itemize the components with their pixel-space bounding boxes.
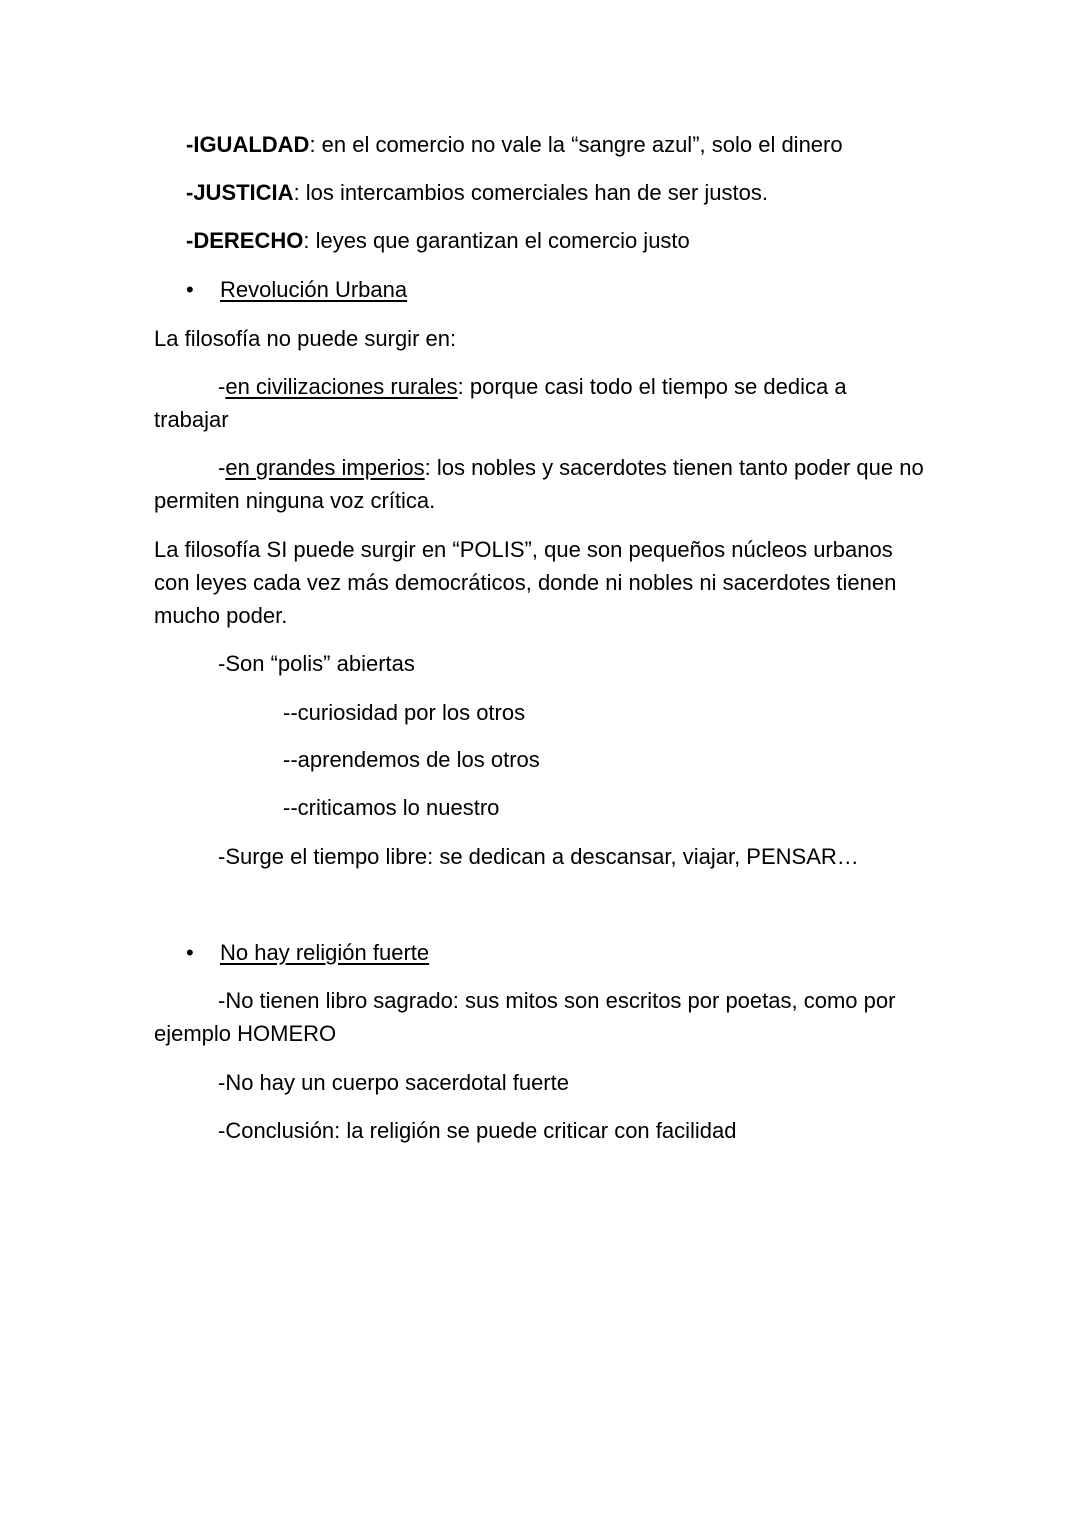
value-term: -IGUALDAD: [186, 132, 310, 157]
item-description: : porque casi todo el tiempo se dedica a trabajar: [154, 374, 847, 432]
polis-paragraph: La filosofía SI puede surgir en “POLIS”, que son pequeños núcleos urbanos con leyes cada vez más democráticos, donde ni nobles ni sacerdotes tienen mucho poder.: [154, 537, 897, 628]
value-justicia: [186, 176, 768, 209]
bullet-icon: •: [186, 940, 194, 965]
item-text: -No tienen libro sagrado: sus mitos son escritos por poetas, como por ejemplo HOMERO: [154, 988, 896, 1046]
section-title: No hay religión fuerte: [220, 940, 430, 965]
rural-item: [154, 370, 924, 436]
religion-item-libro: [154, 984, 924, 1050]
item-term: en grandes imperios: [225, 455, 425, 480]
value-igualdad: [186, 128, 843, 161]
value-description: : los intercambios comerciales han de ser justos.: [293, 180, 768, 205]
item-prefix: -: [218, 374, 226, 399]
religion-item-conclusion: -Conclusión: la religión se puede criticar con facilidad: [218, 1118, 737, 1143]
item-description: : los nobles y sacerdotes tienen tanto poder que no permiten ninguna voz crítica.: [154, 455, 924, 513]
value-term: -DERECHO: [186, 228, 304, 253]
sub-item: --curiosidad por los otros: [283, 700, 526, 725]
value-derecho: [186, 224, 690, 257]
sub-item: --aprendemos de los otros: [283, 747, 540, 772]
section-title: Revolución Urbana: [220, 277, 408, 302]
value-description: : en el comercio no vale la “sangre azul”, solo el dinero: [309, 132, 843, 157]
imperios-item: [154, 451, 924, 517]
sub-item: --criticamos lo nuestro: [283, 795, 500, 820]
item-term: en civilizaciones rurales: [225, 374, 458, 399]
value-description: : leyes que garantizan el comercio justo: [303, 228, 690, 253]
religion-item-cuerpo: -No hay un cuerpo sacerdotal fuerte: [218, 1070, 569, 1095]
item-prefix: -: [218, 455, 226, 480]
open-polis-item: -Son “polis” abiertas: [218, 651, 415, 676]
free-time-item: -Surge el tiempo libre: se dedican a descansar, viajar, PENSAR…: [218, 844, 859, 869]
intro-text: La filosofía no puede surgir en:: [154, 326, 457, 351]
bullet-icon: •: [186, 277, 194, 302]
value-term: -JUSTICIA: [186, 180, 294, 205]
